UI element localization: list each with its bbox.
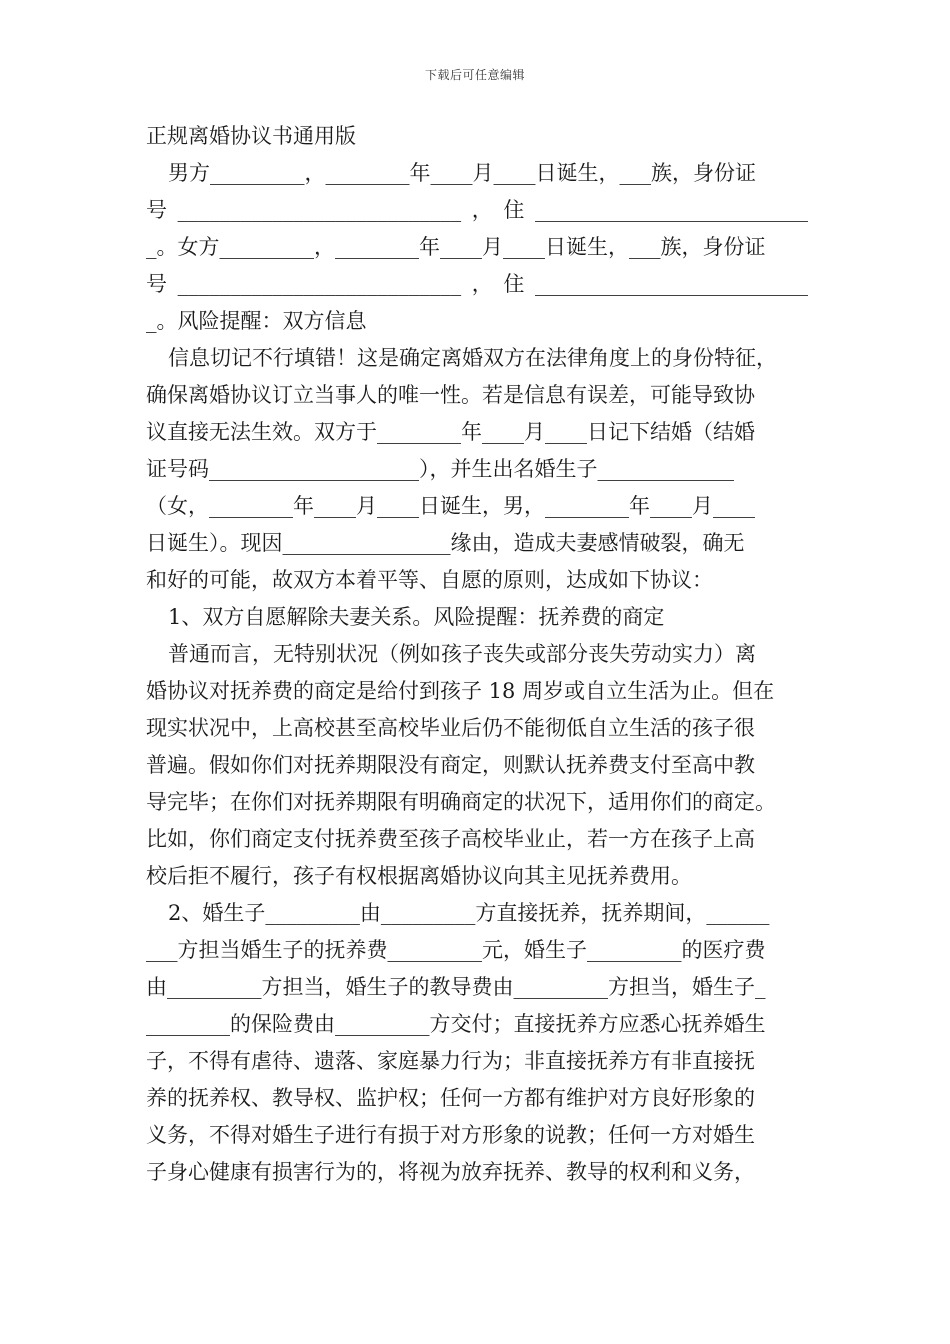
clause-heading-2: 2、婚生子_________由_________方直接抚养，抚养期间，______ bbox=[168, 901, 770, 925]
text-line: 导完毕；在你们对抚养期限有明确商定的状况下，适用你们的商定。 bbox=[146, 790, 776, 814]
text-line: 普通而言，无特别状况（例如孩子丧失或部分丧失劳动实力）离 bbox=[168, 642, 756, 666]
text-line: 号___________________________，住__________________________ bbox=[146, 272, 808, 296]
text-line: 义务，不得对婚生子进行有损于对方形象的说教；任何一方对婚生 bbox=[146, 1123, 755, 1147]
document-body bbox=[146, 118, 808, 1191]
text-line: 养的抚养权、教导权、监护权；任何一方都有维护对方良好形象的 bbox=[146, 1086, 755, 1110]
text-line: 信息切记不行填错！这是确定离婚双方在法律角度上的身份特征， bbox=[168, 346, 777, 370]
text-line: 现实状况中，上高校甚至高校毕业后仍不能彻低自立生活的孩子很 bbox=[146, 716, 755, 740]
text-line: ________的保险费由_________方交付；直接抚养方应悉心抚养婚生 bbox=[146, 1012, 766, 1036]
text-line: _。风险提醒：双方信息 bbox=[146, 309, 367, 333]
text-line: （女，________年____月____日诞生，男，________年____月____ bbox=[146, 494, 755, 518]
text-line: 和好的可能，故双方本着平等、自愿的原则，达成如下协议： bbox=[146, 568, 713, 592]
text-line: 婚协议对抚养费的商定是给付到孩子 18 周岁或自立生活为止。但在 bbox=[146, 679, 775, 703]
text-line: 子身心健康有损害行为的，将视为放弃抚养、教导的权利和义务， bbox=[146, 1160, 755, 1184]
text-line: 证号码____________________），并生出名婚生子_____________ bbox=[146, 457, 734, 481]
text-line: 男方_________，________年____月____日诞生，___族，身份证 bbox=[168, 161, 756, 185]
text-line: 日诞生）。现因________________缘由，造成夫妻感情破裂，确无 bbox=[146, 531, 745, 555]
text-line: 普遍。假如你们对抚养期限没有商定，则默认抚养费支付至高中教 bbox=[146, 753, 755, 777]
text-line: 校后拒不履行，孩子有权根据离婚协议向其主见抚养费用。 bbox=[146, 864, 692, 888]
text-line: ___方担当婚生子的抚养费_________元，婚生子_________的医疗费 bbox=[146, 938, 766, 962]
page-header-note: 下载后可任意编辑 bbox=[424, 68, 525, 82]
clause-heading-1: 1、双方自愿解除夫妻关系。风险提醒：抚养费的商定 bbox=[168, 605, 665, 629]
document-title: 正规离婚协议书通用版 bbox=[146, 124, 356, 148]
text-line: 子，不得有虐待、遗落、家庭暴力行为；非直接抚养方有非直接抚 bbox=[146, 1049, 755, 1073]
text-line: 议直接无法生效。双方于________年____月____日记下结婚（结婚 bbox=[146, 420, 755, 444]
text-line: 确保离婚协议订立当事人的唯一性。若是信息有误差，可能导致协 bbox=[146, 383, 755, 407]
text-line: _。女方_________，________年____月____日诞生，___族，身份证 bbox=[146, 235, 766, 259]
text-line: 号___________________________，住__________________________ bbox=[146, 198, 808, 222]
text-line: 比如，你们商定支付抚养费至孩子高校毕业止，若一方在孩子上高 bbox=[146, 827, 755, 851]
text-line: 由_________方担当，婚生子的教导费由_________方担当，婚生子_ bbox=[146, 975, 766, 999]
